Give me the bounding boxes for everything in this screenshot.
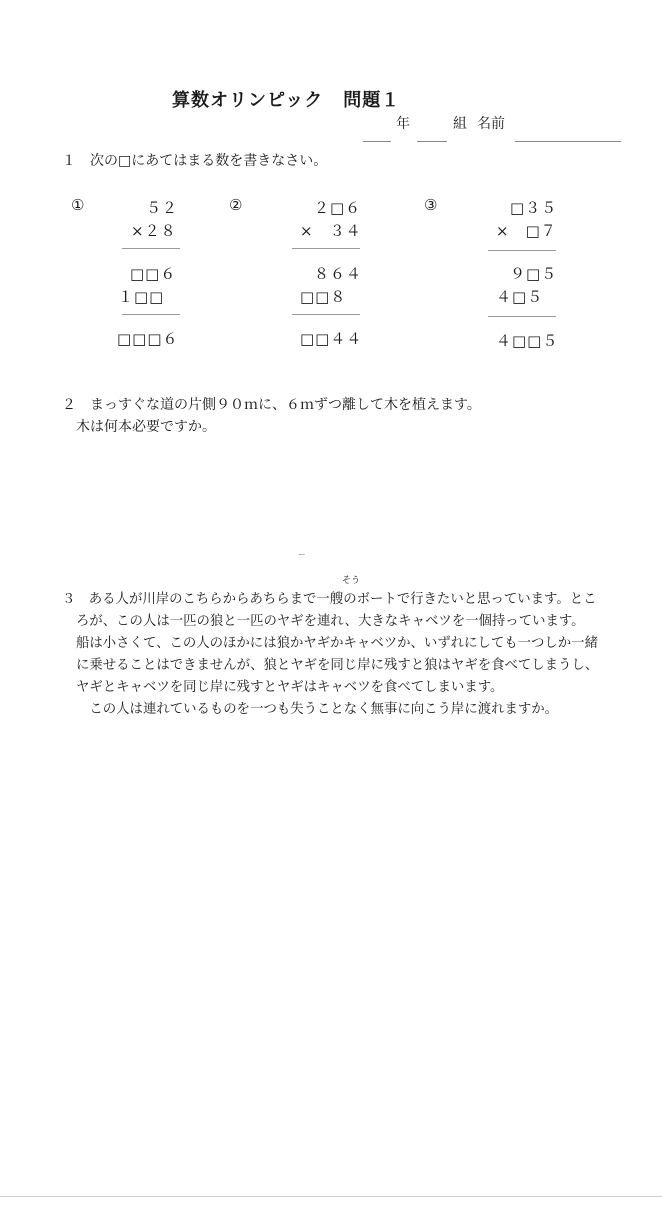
title-sub: 問題１ xyxy=(343,90,401,111)
problem-1-partial-1: □□６ xyxy=(130,265,177,283)
problem-2-partial-1: ８６４ xyxy=(314,265,363,283)
problem-2-partial-2: □□８ xyxy=(300,288,347,306)
problem-1-partial-2: １□□ xyxy=(118,288,165,306)
problem-3-label: ③ xyxy=(424,196,438,214)
scan-mark: ー xyxy=(298,550,306,559)
problem-1-rule-top xyxy=(122,248,180,249)
problem-2-rule-top xyxy=(292,248,360,249)
problem-1-multiplier: ×２８ xyxy=(131,222,177,240)
problem-3-multiplier: × □７ xyxy=(496,222,557,240)
problem-2-multiplier: × ３４ xyxy=(300,222,362,240)
q3-line-5: ヤギとキャベツを同じ岸に残すとヤギはキャベツを食べてしまいます。 xyxy=(76,680,504,695)
class-blank xyxy=(417,141,447,142)
q3-line-2: ろが、この人は一匹の狼と一匹のヤギを連れ、大きなキャベツを一個持っています。 xyxy=(76,614,585,629)
problem-2-rule-bottom xyxy=(292,314,360,315)
q3-line-3: 船は小さくて、この人のほかには狼かヤギかキャベツか、いずれにしても一つしか一緒 xyxy=(76,636,598,651)
problem-2-label: ② xyxy=(229,196,243,214)
q1-prompt: １ 次の□にあてはまる数を書きなさい。 xyxy=(62,153,328,169)
q3-line-4: に乗せることはできませんが、狼とヤギを同じ岸に残すと狼はヤギを食べてしまうし、 xyxy=(76,658,599,673)
problem-3-product: ４□□５ xyxy=(496,332,559,350)
page-bottom-edge xyxy=(0,1196,662,1197)
name-label: 名前 xyxy=(477,116,505,132)
problem-3-rule-top xyxy=(488,250,556,251)
problem-2-product: □□４４ xyxy=(300,330,363,348)
grade-label: 年 xyxy=(396,116,410,132)
problem-1-label: ① xyxy=(71,196,85,214)
problem-2-multiplicand: ２□６ xyxy=(314,199,362,217)
problem-1-rule-bottom xyxy=(122,314,180,315)
q3-line-1: ３ ある人が川岸のこちらからあちらまで一艘のボートで行きたいと思っています。とこ xyxy=(62,592,597,607)
page-title xyxy=(172,86,400,112)
q2-line-2: 木は何本必要ですか。 xyxy=(76,419,216,435)
problem-3-partial-2: ４□５ xyxy=(496,288,544,306)
title-main: 算数オリンピック xyxy=(172,90,324,111)
class-label: 組 xyxy=(453,116,467,132)
q3-line-6: この人は連れているものを一つも失うことなく無事に向こう岸に渡れますか。 xyxy=(76,702,559,717)
problem-3-partial-1: ９□５ xyxy=(510,265,558,283)
problem-1-product: □□□６ xyxy=(117,330,179,348)
problem-3-rule-bottom xyxy=(488,316,556,317)
q2-line-1: ２ まっすぐな道の片側９０ｍに、６ｍずつ離して木を植えます。 xyxy=(62,397,481,413)
name-blank xyxy=(515,141,621,142)
problem-3-multiplicand: □３５ xyxy=(510,199,558,217)
q3-ruby-sou: そう xyxy=(342,576,361,586)
grade-blank xyxy=(363,141,391,142)
problem-1-multiplicand: ５２ xyxy=(146,199,179,217)
